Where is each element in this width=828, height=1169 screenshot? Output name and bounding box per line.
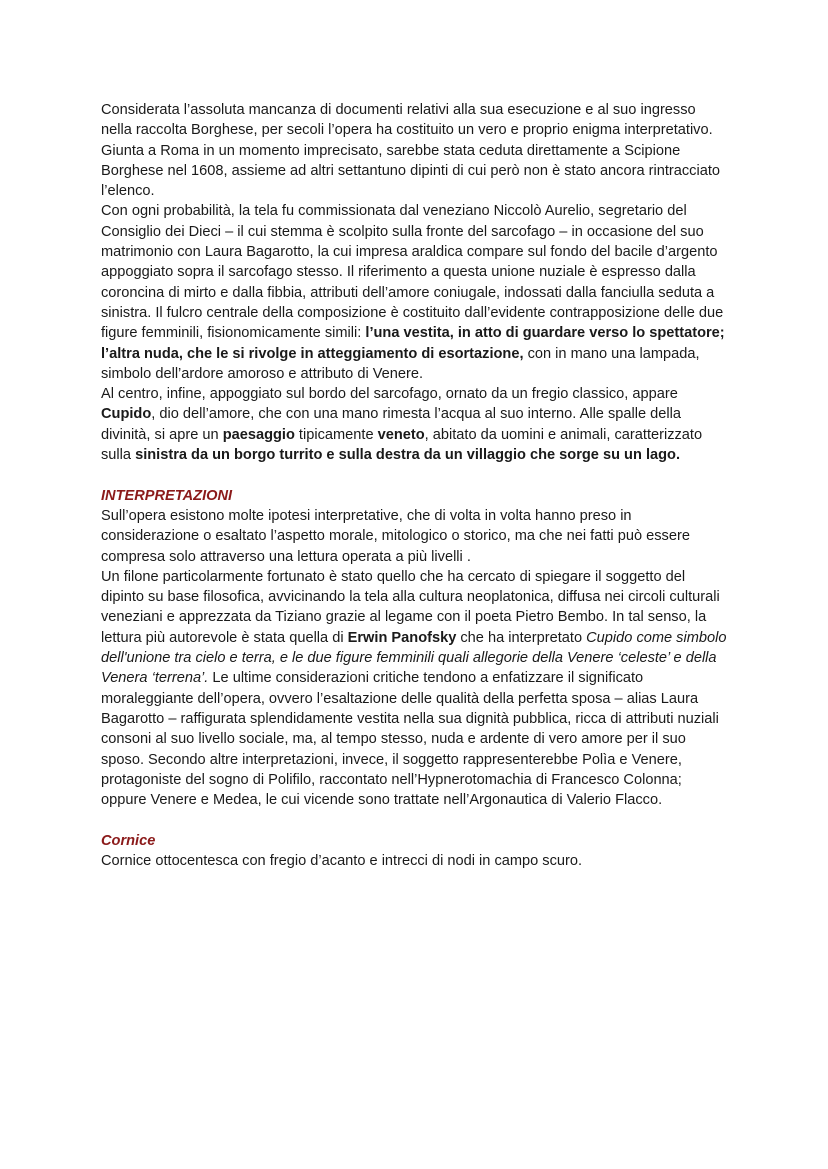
intro-paragraph-1: Considerata l’assoluta mancanza di documenti relativi alla sua esecuzione e al suo ingresso nella raccolta Borghese, per secoli l’opera ha costituito un vero e proprio enigma interpretativo. Giunta a Roma in un momento imprecisato, sarebbe stata ceduta direttamente a Scipione Borghese nel 1608, assieme ad altri settantuno dipinti di cui però non è stato ancora rintracciato l’elenco. [101,102,720,200]
intro-paragraph-3 [101,384,728,465]
intro-p3-bold-paesaggio: paesaggio [222,426,295,443]
intro-p3-bold-borgo: sinistra da un borgo turrito e sulla destra da un villaggio che sorge su un lago. [135,447,680,464]
section-heading-cornice: Cornice [101,832,156,849]
intro-p3-bold-veneto: veneto [377,426,425,443]
intro-p2-text-2: con in mano una lampada, simbolo dell’ardore amoroso e attributo di Venere. [101,345,700,382]
interp-p2-bold-panofsky: Erwin Panofsky [347,629,457,646]
section-heading-interpretazioni: INTERPRETAZIONI [101,487,233,504]
interpretazioni-paragraph-2 [101,567,728,811]
intro-p3-bold-cupido: Cupido [101,406,152,423]
intro-p2-bold-1: l’una vestita, in atto di guardare verso lo spettatore; l’altra nuda, che le si rivolge in atteggiamento di esortazione, [101,325,725,362]
intro-p3-text-4: , abitato da uomini e animali, caratterizzato sulla [101,426,703,464]
intro-p3-text-2: , dio dell’amore, che con una mano rimesta l’acqua al suo interno. Alle spalle della divinità, si apre un [101,406,682,443]
intro-p3-text-1: Al centro, infine, appoggiato sul bordo del sarcofago, ornato da un fregio classico, appare [101,386,678,403]
intro-p2-text-1: Con ogni probabilità, la tela fu commissionata dal veneziano Niccolò Aurelio, segretario del Consiglio dei Dieci – il cui stemma è scolpito sulla fronte del sarcofago – in occasione del suo matrimonio con Laura Bagarotto, la cui impresa araldica compare sul fondo del bacile d’argento appoggiato sopra il sarcofago stesso. Il riferimento a questa unione nuziale è espresso dalla coroncina di mirto e dalla fibbia, attributi dell’amore coniugale, indossati dalla fanciulla seduta a sinistra. Il fulcro centrale della composizione è costituito dall’evidente contrapposizione delle due figure femminili, fisionomicamente simili: [101,203,724,342]
interp-p2-italic-quote: Cupido come simbolo dell'unione tra cielo e terra, e le due figure femminili quali allegorie della Venere ‘celeste’ e della Venera ‘terrena’. [101,629,727,687]
cornice-paragraph: Cornice ottocentesca con fregio d’acanto e intrecci di nodi in campo scuro. [101,852,583,869]
spacer [101,465,728,485]
interpretazioni-paragraph-1: Sull’opera esistono molte ipotesi interpretative, che di volta in volta hanno preso in considerazione o esaltato l’aspetto morale, mitologico o storico, ma che nei fatti può essere compresa solo attraverso una lettura operata a più livelli . [101,507,690,565]
spacer [101,810,728,830]
intro-p3-text-3: tipicamente [294,426,378,443]
interp-p2-text-3: Le ultime considerazioni critiche tendono a enfatizzare il significato moraleggiante dell’opera, ovvero l’esaltazione delle qualità della perfetta sposa – alias Laura Bagarotto – raffigurata splendidamente vestita nella sua dignità pubblica, ricca di attributi nuziali consoni al suo livello sociale, ma, al tempo stesso, nuda e ardente di vero amore per il suo sposo. Secondo altre interpretazioni, invece, il soggetto rappresenterebbe Polìa e Venere, protagoniste del sogno di Polifilo, raccontato nell’Hypnerotomachia di Francesco Colonna; oppure Venere e Medea, le cui vicende sono trattate nell’Argonautica di Valerio Flacco. [101,670,719,809]
interp-p2-text-2: che ha interpretato [456,629,587,646]
interp-p2-text-1: Un filone particolarmente fortunato è stato quello che ha cercato di spiegare il soggetto del dipinto su base filosofica, avvicinando la tela alla cultura neoplatonica, diffusa nei circoli culturali veneziani e apprezzata da Tiziano grazie al legame con il poeta Pietro Bembo. In tal senso, la lettura più autorevole è stata quella di [101,568,720,646]
intro-paragraph-2 [101,201,728,384]
